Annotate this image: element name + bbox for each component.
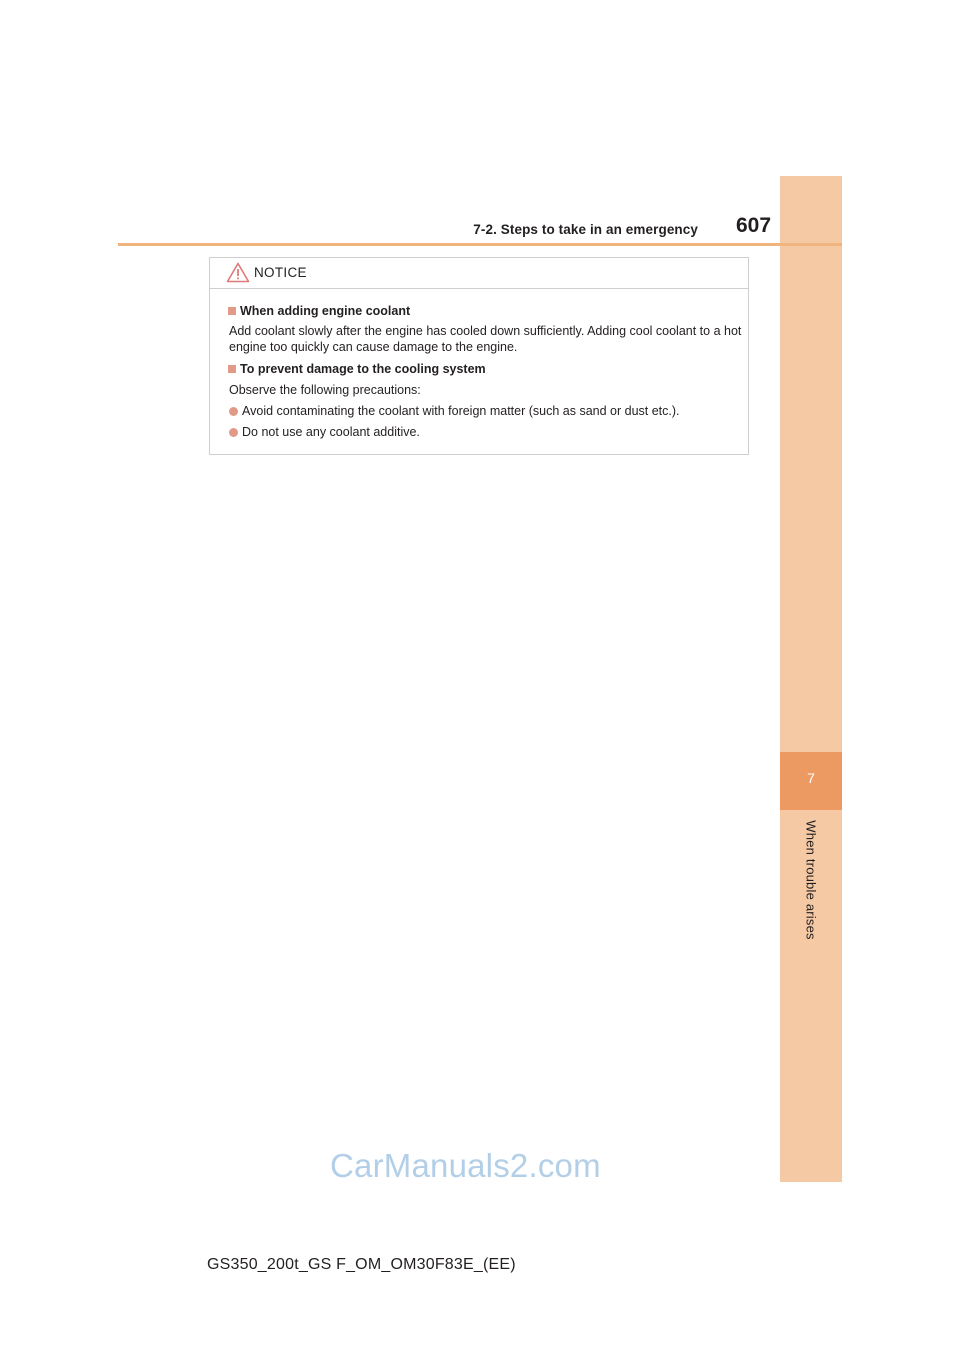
header-divider [118, 243, 842, 246]
notice-list-item [229, 425, 420, 439]
warning-triangle-icon [226, 262, 250, 283]
watermark: CarManuals2.com [330, 1147, 601, 1184]
notice-topic-title: When adding engine coolant [240, 304, 411, 318]
notice-topic-cooling-system [228, 362, 486, 376]
notice-paragraph: Observe the following precautions: [229, 383, 421, 397]
page-number: 607 [736, 214, 772, 237]
notice-box [209, 257, 749, 455]
notice-body [210, 289, 748, 454]
notice-label: NOTICE [254, 265, 307, 280]
square-bullet-icon [228, 365, 236, 373]
notice-paragraph: Add coolant slowly after the engine has cooled down sufficiently. Adding cool coolant to a hot engine too quickly can cause damage to the engine. [229, 324, 742, 354]
section-title: 7-2. Steps to take in an emergency [473, 222, 698, 237]
notice-topic-title: To prevent damage to the cooling system [240, 362, 486, 376]
notice-topic-coolant-adding [228, 304, 410, 318]
chapter-number: 7 [807, 770, 815, 786]
round-bullet-icon [229, 428, 238, 437]
chapter-side-tab [780, 176, 842, 1182]
chapter-title: When trouble arises [803, 820, 819, 940]
square-bullet-icon [228, 307, 236, 315]
notice-list-item-text: Do not use any coolant additive. [242, 425, 420, 439]
notice-header [210, 258, 748, 289]
notice-list-item-text: Avoid contaminating the coolant with foreign matter (such as sand or dust etc.). [242, 404, 680, 418]
notice-list-item [229, 404, 680, 418]
footer-document-code: GS350_200t_GS F_OM_OM30F83E_(EE) [207, 1256, 516, 1273]
round-bullet-icon [229, 407, 238, 416]
